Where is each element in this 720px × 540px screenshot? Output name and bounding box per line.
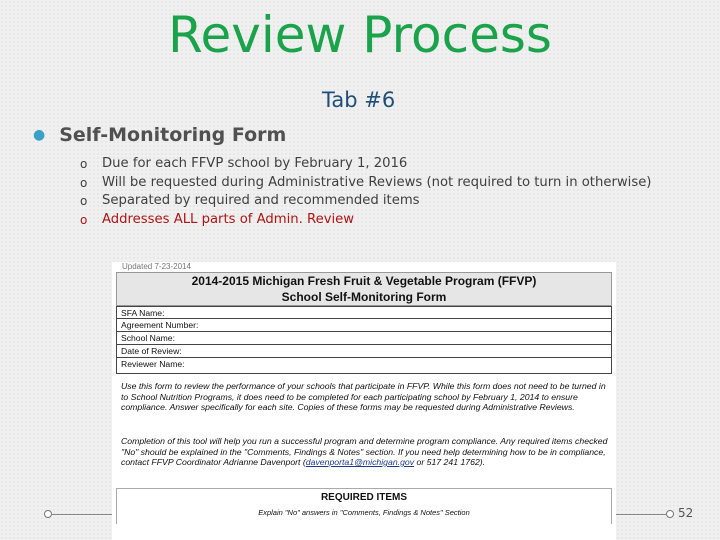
slide-title: Review Process: [168, 6, 552, 64]
circle-bullet-icon: o: [80, 194, 88, 208]
doc-email-link: davenporta1@michigan.gov: [305, 457, 415, 467]
footer-right-dot: [666, 510, 674, 518]
doc-updated-date: Updated 7-23-2014: [122, 262, 191, 271]
doc-field-row: Reviewer Name:: [116, 358, 612, 374]
doc-field-row: SFA Name:: [116, 306, 612, 319]
sub-bullet-text: Will be requested during Administrative Reviews (not required to turn in otherwise): [102, 174, 652, 190]
main-bullet-label: Self-Monitoring Form: [59, 124, 287, 146]
sub-bullet-text: Due for each FFVP school by February 1, 2016: [102, 156, 408, 171]
circle-bullet-icon: o: [80, 175, 88, 190]
doc-header: [116, 272, 612, 306]
required-items-subtitle: Explain "No" answers in "Comments, Findings & Notes" Section: [258, 508, 470, 517]
sub-bullet-text: Separated by required and recommended items: [102, 193, 420, 208]
sub-bullet-item: [80, 174, 651, 193]
footer-line-left: [52, 514, 112, 515]
page-number: 52: [678, 506, 694, 520]
sub-bullet-item: [80, 192, 651, 211]
doc-field-row: Agreement Number:: [116, 319, 612, 332]
doc-compliance-text: Completion of this tool will help you run a successful program and determine program compliance. Any required items checked "No" should be explained in the "Comments, Findings & Notes" section. If you need help determining how to be in compliance, contact FFVP Coordinator Adrianne Davenport (: [121, 436, 608, 467]
doc-header-subtitle: School Self-Monitoring Form: [281, 290, 447, 304]
bullet-dot-icon: ●: [33, 127, 46, 143]
sub-bullet-text: Addresses ALL parts of Admin. Review: [102, 211, 355, 227]
doc-field-row: Date of Review:: [116, 345, 612, 358]
slide-subtitle: Tab #6: [322, 88, 396, 112]
required-items-title: REQUIRED ITEMS: [320, 492, 408, 503]
doc-field-table: [116, 306, 612, 374]
doc-header-title: 2014-2015 Michigan Fresh Fruit & Vegetable Program (FFVP): [191, 274, 537, 288]
sub-bullet-item: [80, 155, 651, 174]
footer-left-dot: [44, 510, 52, 518]
footer-line-right: [616, 514, 666, 515]
circle-bullet-icon: o: [80, 157, 88, 171]
main-bullet: [33, 124, 286, 146]
sub-bullet-item-highlight: [80, 211, 651, 230]
doc-field-row: School Name:: [116, 332, 612, 345]
doc-compliance-paragraph: [121, 436, 611, 468]
doc-compliance-text-end: or 517 241 1762).: [414, 457, 486, 467]
doc-instructions-paragraph: Use this form to review the performance of your schools that participate in FFVP. While this form does not need to be turned in to School Nutrition Programs, it does need to be completed for each participating school by February 1, 2014 to ensure compliance. Answer specifically for each site. Copies of these forms may be requested during Administrative Reviews.: [121, 381, 606, 412]
form-document-image: [112, 262, 616, 540]
circle-bullet-icon: o: [80, 212, 88, 227]
sub-bullet-list: [80, 155, 651, 229]
